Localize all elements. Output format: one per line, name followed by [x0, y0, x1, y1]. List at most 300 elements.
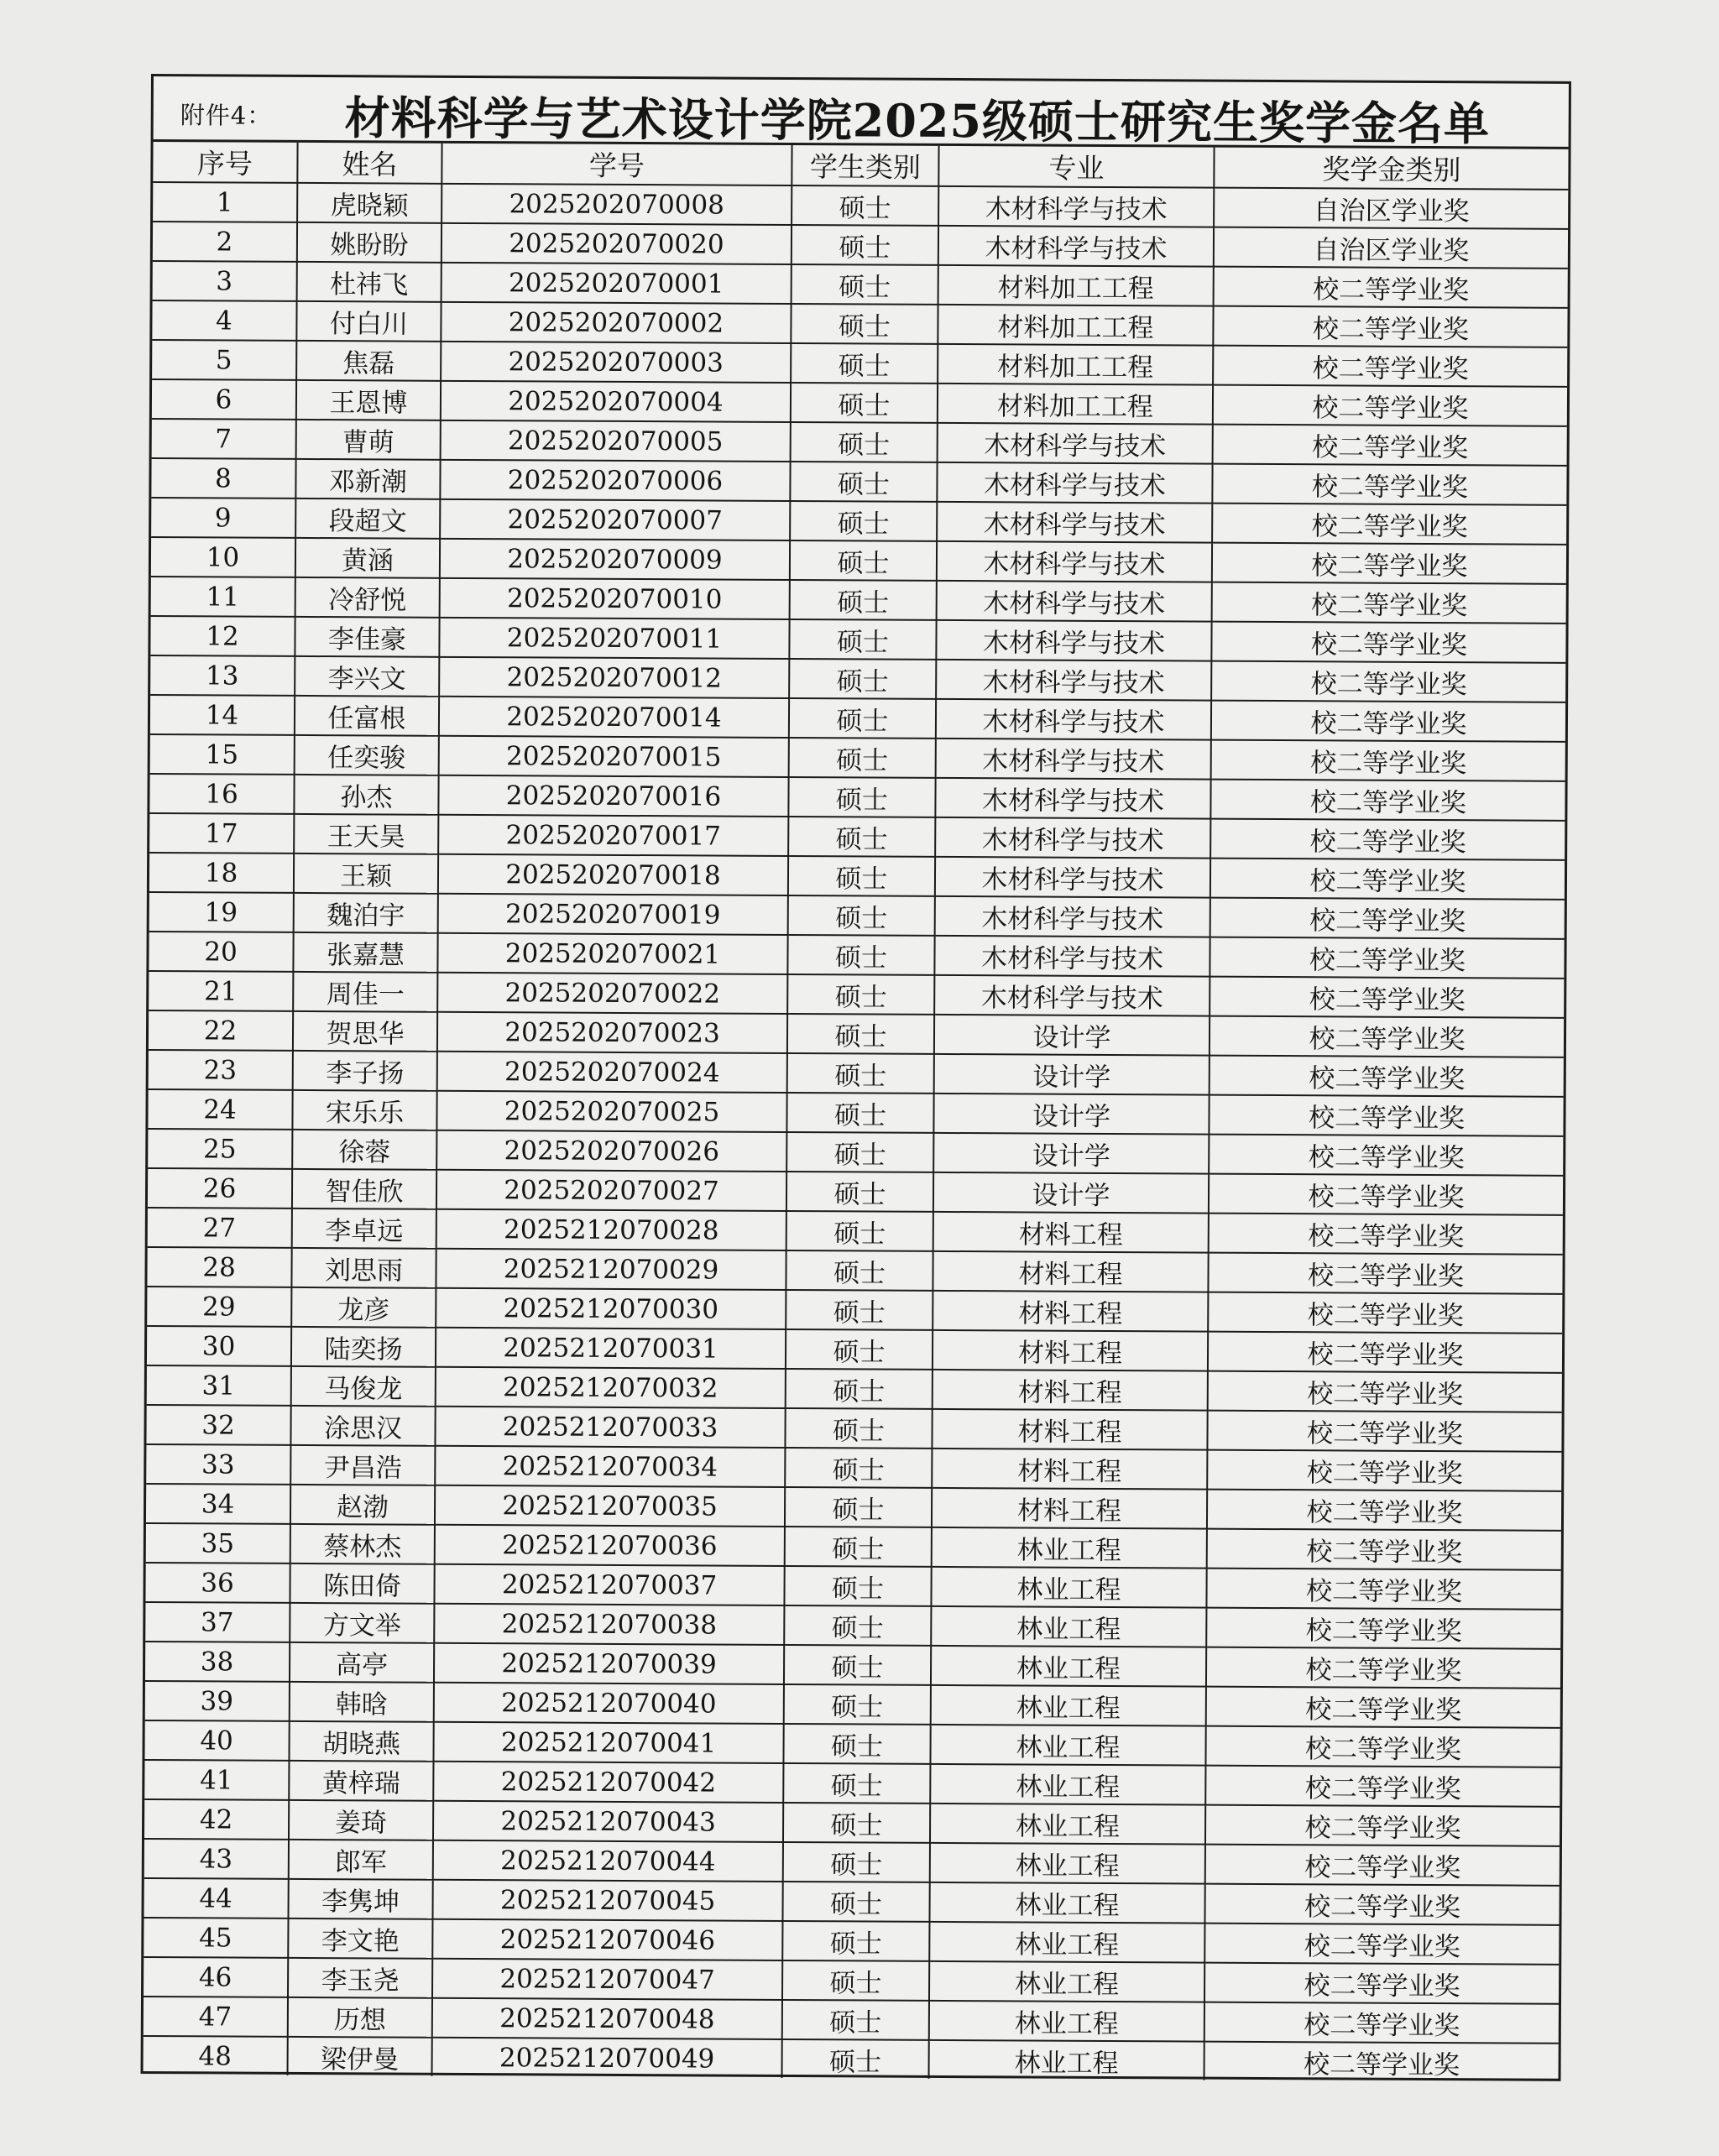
student-type-cell: 硕士 — [786, 1211, 933, 1251]
student-id-cell: 2025202070025 — [436, 1091, 786, 1132]
student-type-cell: 硕士 — [783, 1803, 930, 1843]
scholarship-type-cell: 校二等学业奖 — [1209, 1135, 1563, 1176]
scholarship-type-cell: 校二等学业奖 — [1208, 1292, 1562, 1334]
row-index-cell: 24 — [148, 1089, 292, 1130]
name-cell: 魏泊宇 — [294, 893, 438, 933]
major-cell: 林业工程 — [930, 1725, 1205, 1766]
student-type-cell: 硕士 — [788, 817, 935, 857]
name-cell: 冷舒悦 — [295, 577, 440, 618]
name-cell: 李卓远 — [292, 1209, 436, 1249]
scholarship-type-cell: 校二等学业奖 — [1210, 977, 1564, 1018]
student-type-cell: 硕士 — [788, 777, 935, 817]
student-id-cell: 2025202070002 — [441, 302, 791, 343]
name-cell: 涂思汉 — [290, 1406, 435, 1446]
row-index-cell: 28 — [147, 1247, 291, 1287]
table-body — [144, 182, 1569, 2082]
name-cell: 历想 — [288, 1997, 432, 2038]
name-cell: 李佳豪 — [295, 617, 439, 657]
row-index-cell: 35 — [146, 1523, 290, 1563]
name-cell: 陈田倚 — [290, 1563, 434, 1604]
row-index-cell: 6 — [152, 379, 296, 420]
major-cell: 林业工程 — [931, 1685, 1206, 1726]
name-cell: 任富根 — [295, 696, 439, 736]
scholarship-type-cell: 校二等学业奖 — [1208, 1332, 1562, 1373]
name-cell: 方文举 — [290, 1603, 434, 1643]
student-type-cell: 硕士 — [784, 1566, 931, 1606]
column-header-index: 序号 — [153, 142, 297, 183]
name-cell: 张嘉慧 — [293, 932, 437, 973]
scholarship-type-cell: 校二等学业奖 — [1205, 1805, 1560, 1846]
student-type-cell: 硕士 — [785, 1408, 932, 1449]
student-id-cell: 2025202070015 — [439, 736, 789, 777]
major-cell: 林业工程 — [930, 1764, 1205, 1805]
scholarship-type-cell: 校二等学业奖 — [1208, 1253, 1562, 1294]
student-type-cell: 硕士 — [792, 225, 938, 265]
row-index-cell: 22 — [149, 1010, 293, 1051]
name-cell: 虎晓颖 — [297, 183, 442, 223]
row-index-cell: 29 — [147, 1287, 291, 1327]
name-cell: 姚盼盼 — [297, 222, 442, 263]
student-id-cell: 2025202070017 — [438, 815, 788, 856]
scholarship-type-cell: 校二等学业奖 — [1210, 898, 1565, 939]
student-id-cell: 2025202070001 — [442, 263, 792, 304]
student-id-cell: 2025202070018 — [438, 854, 788, 895]
student-type-cell: 硕士 — [790, 462, 937, 502]
student-id-cell: 2025202070014 — [439, 697, 789, 738]
name-cell: 任奕骏 — [295, 735, 439, 775]
column-header-student-type: 学生类别 — [792, 145, 938, 186]
column-header-name: 姓名 — [297, 143, 442, 184]
major-cell: 木材科学与技术 — [936, 660, 1211, 701]
student-id-cell: 2025212070030 — [436, 1288, 786, 1329]
name-cell: 焦磊 — [296, 341, 441, 381]
name-cell: 刘思雨 — [291, 1248, 436, 1288]
scholarship-type-cell: 校二等学业奖 — [1209, 1095, 1563, 1136]
student-id-cell: 2025212070029 — [436, 1249, 786, 1290]
scholarship-type-cell: 自治区学业奖 — [1214, 188, 1568, 229]
student-type-cell: 硕士 — [782, 1921, 929, 1961]
scholarship-type-cell: 校二等学业奖 — [1212, 464, 1566, 505]
scholarship-table — [144, 142, 1569, 2082]
student-type-cell: 硕士 — [786, 1369, 933, 1409]
major-cell: 材料工程 — [933, 1291, 1208, 1332]
major-cell: 林业工程 — [929, 2001, 1204, 2042]
student-id-cell: 2025212070036 — [435, 1525, 785, 1566]
name-cell: 李隽坤 — [288, 1879, 432, 1919]
row-index-cell: 40 — [144, 1720, 289, 1761]
student-type-cell: 硕士 — [790, 540, 937, 581]
row-index-cell: 17 — [149, 813, 294, 854]
student-id-cell: 2025212070032 — [436, 1367, 786, 1408]
student-id-cell: 2025212070037 — [434, 1564, 784, 1605]
major-cell: 木材科学与技术 — [936, 739, 1211, 780]
student-id-cell: 2025212070040 — [434, 1683, 784, 1724]
student-id-cell: 2025202070023 — [437, 1012, 787, 1053]
student-type-cell: 硕士 — [786, 1132, 933, 1172]
scholarship-type-cell: 校二等学业奖 — [1206, 1687, 1560, 1728]
column-header-major: 专业 — [938, 146, 1214, 188]
name-cell: 智佳欣 — [292, 1169, 436, 1209]
row-index-cell: 27 — [148, 1208, 292, 1248]
student-type-cell: 硕士 — [789, 619, 936, 660]
row-index-cell: 14 — [150, 695, 295, 735]
table-row — [144, 2036, 1559, 2082]
student-id-cell: 2025212070044 — [433, 1840, 783, 1882]
row-index-cell: 43 — [144, 1839, 289, 1879]
student-id-cell: 2025212070047 — [432, 1959, 782, 2000]
major-cell: 材料加工工程 — [938, 344, 1213, 385]
student-type-cell: 硕士 — [782, 2000, 929, 2040]
student-id-cell: 2025202070024 — [437, 1052, 787, 1093]
student-id-cell: 2025202070003 — [441, 342, 791, 383]
student-type-cell: 硕士 — [789, 698, 936, 739]
major-cell: 材料工程 — [933, 1251, 1208, 1292]
major-cell: 木材科学与技术 — [935, 896, 1210, 937]
scholarship-type-cell: 校二等学业奖 — [1210, 780, 1565, 821]
student-type-cell: 硕士 — [787, 1053, 934, 1094]
scholarship-type-cell: 校二等学业奖 — [1209, 1214, 1563, 1255]
name-cell: 徐蓉 — [292, 1130, 436, 1170]
scholarship-type-cell: 校二等学业奖 — [1211, 701, 1565, 742]
student-id-cell: 2025202070004 — [441, 381, 791, 422]
scholarship-type-cell: 校二等学业奖 — [1206, 1569, 1560, 1610]
name-cell: 陆奕扬 — [291, 1327, 436, 1367]
column-header-scholarship-type: 奖学金类别 — [1214, 148, 1568, 190]
title-row — [154, 76, 1569, 149]
scholarship-type-cell: 校二等学业奖 — [1210, 859, 1565, 900]
student-type-cell: 硕士 — [792, 185, 938, 226]
major-cell: 材料加工工程 — [938, 265, 1214, 306]
major-cell: 材料工程 — [933, 1212, 1209, 1253]
major-cell: 木材科学与技术 — [938, 423, 1213, 464]
scholarship-type-cell: 校二等学业奖 — [1209, 1174, 1563, 1215]
scholarship-list-sheet — [141, 74, 1571, 2081]
student-id-cell: 2025202070026 — [436, 1130, 786, 1172]
major-cell: 木材科学与技术 — [935, 857, 1210, 898]
student-type-cell: 硕士 — [786, 1329, 933, 1370]
scholarship-type-cell: 校二等学业奖 — [1213, 385, 1567, 426]
major-cell: 材料加工工程 — [938, 305, 1213, 346]
row-index-cell: 23 — [149, 1050, 293, 1090]
student-id-cell: 2025212070039 — [434, 1643, 784, 1684]
major-cell: 设计学 — [933, 1172, 1209, 1214]
scholarship-type-cell: 校二等学业奖 — [1206, 1647, 1560, 1689]
student-id-cell: 2025202070006 — [440, 460, 790, 501]
row-index-cell: 11 — [151, 577, 295, 617]
name-cell: 李文艳 — [288, 1918, 432, 1959]
student-id-cell: 2025202070008 — [442, 184, 792, 225]
student-type-cell: 硕士 — [782, 1882, 929, 1922]
major-cell: 材料工程 — [933, 1330, 1208, 1371]
scholarship-type-cell: 校二等学业奖 — [1205, 1845, 1560, 1886]
scholarship-type-cell: 校二等学业奖 — [1207, 1411, 1561, 1452]
row-index-cell: 1 — [153, 182, 297, 222]
scholarship-type-cell: 校二等学业奖 — [1212, 543, 1566, 584]
student-type-cell: 硕士 — [784, 1684, 931, 1725]
name-cell: 王天昊 — [294, 814, 438, 854]
column-header-student-id: 学号 — [442, 144, 792, 185]
student-type-cell: 硕士 — [786, 1093, 933, 1133]
student-id-cell: 2025202070005 — [441, 420, 791, 462]
name-cell: 孙杰 — [294, 775, 438, 815]
scholarship-type-cell: 校二等学业奖 — [1207, 1490, 1561, 1531]
major-cell: 设计学 — [934, 1015, 1210, 1056]
major-cell: 林业工程 — [929, 2040, 1204, 2080]
student-id-cell: 2025212070046 — [432, 1919, 782, 1960]
student-id-cell: 2025212070035 — [435, 1485, 785, 1527]
student-type-cell: 硕士 — [791, 304, 938, 344]
scholarship-type-cell: 校二等学业奖 — [1208, 1371, 1562, 1412]
scholarship-type-cell: 校二等学业奖 — [1204, 1924, 1559, 1965]
major-cell: 材料工程 — [932, 1409, 1207, 1450]
student-id-cell: 2025212070041 — [433, 1722, 783, 1763]
scholarship-type-cell: 校二等学业奖 — [1207, 1529, 1561, 1570]
name-cell: 李玉尧 — [288, 1958, 432, 1998]
major-cell: 林业工程 — [930, 1843, 1205, 1884]
name-cell: 蔡林杰 — [290, 1524, 435, 1564]
row-index-cell: 34 — [146, 1484, 290, 1524]
row-index-cell: 37 — [145, 1602, 290, 1642]
name-cell: 梁伊曼 — [288, 2037, 432, 2076]
major-cell: 木材科学与技术 — [937, 502, 1212, 543]
student-type-cell: 硕士 — [790, 580, 937, 620]
student-type-cell: 硕士 — [783, 1842, 930, 1882]
scholarship-type-cell: 校二等学业奖 — [1210, 819, 1565, 860]
name-cell: 曹萌 — [296, 420, 441, 460]
name-cell: 贺思华 — [293, 1011, 437, 1052]
row-index-cell: 13 — [150, 655, 295, 696]
major-cell: 木材科学与技术 — [937, 462, 1212, 504]
scholarship-type-cell: 校二等学业奖 — [1210, 1016, 1564, 1057]
scholarship-type-cell: 校二等学业奖 — [1212, 582, 1566, 624]
row-index-cell: 41 — [144, 1760, 289, 1800]
name-cell: 黄涵 — [295, 538, 440, 578]
student-id-cell: 2025212070043 — [433, 1801, 783, 1842]
student-type-cell: 硕士 — [790, 501, 937, 541]
row-index-cell: 10 — [151, 537, 295, 577]
row-index-cell: 42 — [144, 1799, 289, 1840]
student-type-cell: 硕士 — [792, 264, 938, 305]
student-type-cell: 硕士 — [784, 1605, 931, 1646]
major-cell: 林业工程 — [931, 1567, 1206, 1608]
row-index-cell: 46 — [144, 1957, 288, 1997]
major-cell: 木材科学与技术 — [935, 817, 1210, 859]
student-id-cell: 2025212070028 — [436, 1209, 786, 1250]
attachment-label: 附件4： — [180, 101, 273, 130]
name-cell: 李子扬 — [293, 1051, 437, 1091]
student-type-cell: 硕士 — [789, 659, 936, 699]
scholarship-type-cell: 校二等学业奖 — [1204, 1963, 1559, 2004]
name-cell: 马俊龙 — [291, 1366, 436, 1407]
scholarship-type-cell: 校二等学业奖 — [1204, 2042, 1559, 2082]
name-cell: 赵渤 — [290, 1485, 435, 1525]
row-index-cell: 2 — [153, 222, 297, 262]
student-id-cell: 2025202070020 — [442, 223, 792, 264]
student-type-cell: 硕士 — [789, 738, 936, 778]
major-cell: 木材科学与技术 — [934, 936, 1210, 977]
student-id-cell: 2025202070016 — [438, 775, 788, 817]
row-index-cell: 36 — [145, 1563, 290, 1603]
major-cell: 木材科学与技术 — [938, 226, 1214, 267]
row-index-cell: 7 — [152, 419, 296, 459]
student-type-cell: 硕士 — [787, 1014, 934, 1054]
row-index-cell: 5 — [152, 340, 296, 380]
student-id-cell: 2025202070019 — [438, 894, 788, 935]
scholarship-type-cell: 校二等学业奖 — [1204, 1884, 1559, 1925]
student-id-cell: 2025212070033 — [435, 1407, 785, 1448]
name-cell: 高亭 — [290, 1642, 434, 1683]
student-id-cell: 2025202070021 — [437, 933, 787, 974]
major-cell: 林业工程 — [931, 1646, 1206, 1687]
name-cell: 龙彦 — [291, 1287, 436, 1328]
major-cell: 林业工程 — [932, 1527, 1207, 1569]
row-index-cell: 45 — [144, 1918, 288, 1958]
major-cell: 木材科学与技术 — [935, 778, 1210, 819]
scholarship-type-cell: 校二等学业奖 — [1210, 1056, 1564, 1097]
student-type-cell: 硕士 — [785, 1487, 932, 1527]
scholarship-type-cell: 校二等学业奖 — [1210, 937, 1564, 979]
student-id-cell: 2025212070038 — [434, 1604, 784, 1645]
name-cell: 李兴文 — [295, 656, 439, 697]
scholarship-type-cell: 校二等学业奖 — [1214, 267, 1568, 308]
scholarship-type-cell: 校二等学业奖 — [1211, 661, 1565, 702]
name-cell: 姜琦 — [289, 1800, 433, 1840]
name-cell: 付白川 — [296, 301, 441, 342]
major-cell: 木材科学与技术 — [937, 581, 1212, 622]
scholarship-type-cell: 校二等学业奖 — [1205, 1726, 1560, 1767]
row-index-cell: 19 — [149, 892, 294, 932]
scholarship-type-cell: 校二等学业奖 — [1205, 1766, 1560, 1807]
major-cell: 材料加工工程 — [938, 384, 1213, 425]
major-cell: 林业工程 — [931, 1606, 1206, 1647]
student-id-cell: 2025202070010 — [440, 578, 790, 619]
student-type-cell: 硕士 — [791, 383, 938, 423]
scholarship-type-cell: 校二等学业奖 — [1204, 2002, 1559, 2044]
row-index-cell: 9 — [151, 498, 295, 538]
row-index-cell: 18 — [149, 853, 294, 893]
row-index-cell: 20 — [149, 932, 293, 972]
student-id-cell: 2025212070034 — [435, 1446, 785, 1487]
student-type-cell: 硕士 — [784, 1645, 931, 1685]
scholarship-type-cell: 校二等学业奖 — [1213, 306, 1567, 347]
student-type-cell: 硕士 — [782, 1960, 929, 2001]
student-type-cell: 硕士 — [786, 1250, 933, 1291]
name-cell: 胡晓燕 — [289, 1721, 433, 1762]
row-index-cell: 31 — [147, 1365, 291, 1406]
student-id-cell: 2025202070012 — [439, 657, 789, 698]
scholarship-type-cell: 自治区学业奖 — [1214, 227, 1568, 269]
row-index-cell: 3 — [153, 261, 297, 301]
major-cell: 设计学 — [933, 1133, 1209, 1174]
student-type-cell: 硕士 — [783, 1724, 930, 1764]
row-index-cell: 12 — [150, 616, 295, 656]
row-index-cell: 4 — [152, 300, 296, 341]
major-cell: 材料工程 — [932, 1449, 1207, 1490]
scholarship-type-cell: 校二等学业奖 — [1213, 425, 1567, 466]
row-index-cell: 26 — [148, 1168, 292, 1209]
student-id-cell: 2025212070045 — [432, 1880, 782, 1921]
row-index-cell: 38 — [145, 1642, 290, 1682]
major-cell: 设计学 — [934, 1054, 1210, 1095]
row-index-cell: 16 — [149, 774, 294, 814]
student-id-cell: 2025202070009 — [440, 539, 790, 580]
major-cell: 林业工程 — [929, 1882, 1204, 1924]
name-cell: 尹昌浩 — [290, 1445, 435, 1485]
major-cell: 材料工程 — [933, 1370, 1208, 1411]
name-cell: 黄梓瑞 — [289, 1761, 433, 1801]
major-cell: 木材科学与技术 — [934, 975, 1210, 1016]
student-id-cell: 2025202070027 — [436, 1170, 786, 1211]
row-index-cell: 44 — [144, 1878, 288, 1918]
scholarship-type-cell: 校二等学业奖 — [1211, 740, 1565, 781]
name-cell: 周佳一 — [293, 972, 437, 1012]
major-cell: 林业工程 — [929, 1961, 1204, 2002]
row-index-cell: 33 — [146, 1444, 290, 1485]
row-index-cell: 48 — [144, 2036, 288, 2075]
student-type-cell: 硕士 — [786, 1290, 933, 1330]
row-index-cell: 39 — [145, 1681, 290, 1721]
student-type-cell: 硕士 — [788, 856, 935, 896]
major-cell: 林业工程 — [930, 1804, 1205, 1845]
row-index-cell: 8 — [151, 458, 295, 499]
student-type-cell: 硕士 — [785, 1527, 932, 1567]
row-index-cell: 25 — [148, 1129, 292, 1169]
major-cell: 木材科学与技术 — [938, 186, 1214, 227]
student-type-cell: 硕士 — [783, 1763, 930, 1804]
student-id-cell: 2025212070048 — [432, 1998, 782, 2039]
major-cell: 木材科学与技术 — [937, 541, 1212, 582]
row-index-cell: 47 — [144, 1997, 288, 2037]
document-title: 材料科学与艺术设计学院2025级硕士研究生奖学金名单 — [344, 91, 1491, 151]
student-type-cell: 硕士 — [786, 1172, 933, 1212]
name-cell: 韩晗 — [290, 1682, 434, 1722]
student-type-cell: 硕士 — [782, 2039, 929, 2079]
student-type-cell: 硕士 — [785, 1448, 932, 1488]
name-cell: 宋乐乐 — [292, 1090, 436, 1130]
major-cell: 木材科学与技术 — [936, 699, 1211, 740]
name-cell: 段超文 — [295, 499, 440, 539]
scholarship-type-cell: 校二等学业奖 — [1213, 346, 1567, 387]
row-index-cell: 32 — [146, 1405, 290, 1445]
row-index-cell: 21 — [149, 971, 293, 1011]
student-id-cell: 2025202070022 — [437, 973, 787, 1014]
scholarship-type-cell: 校二等学业奖 — [1211, 622, 1565, 663]
name-cell: 邓新潮 — [295, 459, 440, 499]
student-type-cell: 硕士 — [791, 343, 938, 384]
student-type-cell: 硕士 — [787, 974, 934, 1015]
student-id-cell: 2025202070011 — [439, 618, 789, 659]
major-cell: 林业工程 — [929, 1922, 1204, 1963]
row-index-cell: 30 — [147, 1326, 291, 1366]
row-index-cell: 15 — [150, 734, 295, 775]
major-cell: 木材科学与技术 — [936, 620, 1211, 661]
student-type-cell: 硕士 — [791, 422, 938, 462]
name-cell: 杜祎飞 — [297, 262, 442, 302]
student-type-cell: 硕士 — [787, 935, 934, 975]
student-id-cell: 2025212070042 — [433, 1762, 783, 1803]
student-id-cell: 2025202070007 — [440, 499, 790, 540]
major-cell: 材料工程 — [932, 1488, 1207, 1529]
student-id-cell: 2025212070031 — [436, 1328, 786, 1369]
major-cell: 设计学 — [933, 1094, 1209, 1135]
student-type-cell: 硕士 — [788, 895, 935, 936]
student-id-cell: 2025212070049 — [432, 2038, 782, 2078]
scholarship-type-cell: 校二等学业奖 — [1206, 1608, 1560, 1649]
scholarship-type-cell: 校二等学业奖 — [1212, 504, 1566, 545]
name-cell: 王颖 — [294, 854, 438, 894]
name-cell: 郎军 — [289, 1840, 433, 1880]
name-cell: 王恩博 — [296, 380, 441, 420]
